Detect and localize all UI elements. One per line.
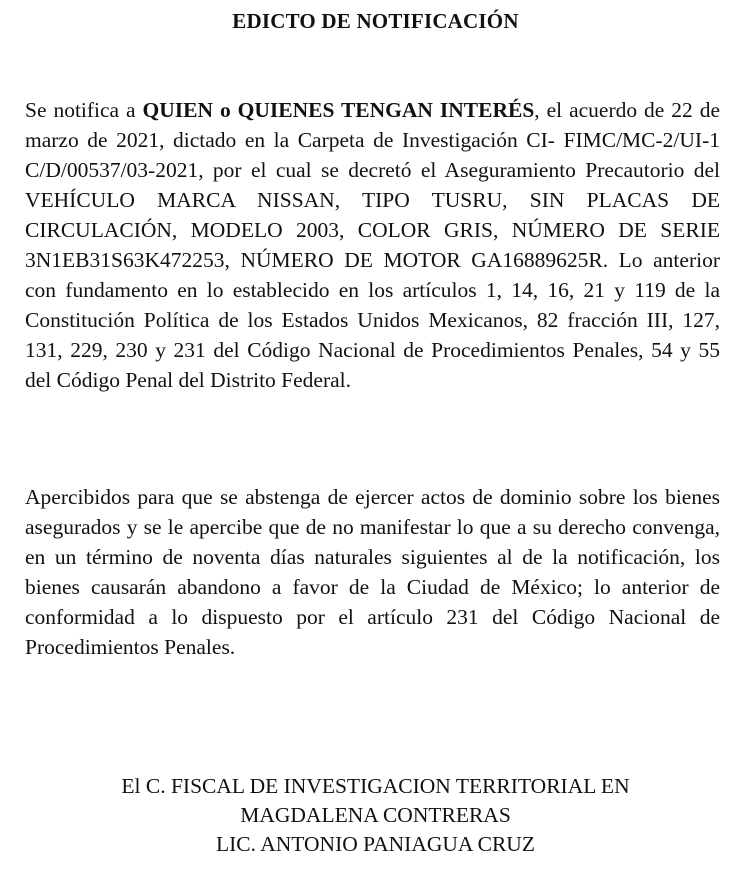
signature-line-office: MAGDALENA CONTRERAS [240,803,511,827]
addressee-emphasis: QUIEN o QUIENES TENGAN INTERÉS [142,98,535,122]
paragraph-body: , el acuerdo de 22 de marzo de 2021, dictado en la Carpeta de Investigación CI- FIMC/MC-2/UI-1 C/D/00537/03-2021, por el cual se decretó el Aseguramiento Precautorio del VEHÍCULO MARCA NISSAN, TIPO TUSRU, SIN PLACAS DE CIRCULACIÓN, MODELO 2003, COLOR GRIS, NÚMERO DE SERIE 3N1EB31S63K472253, NÚMERO DE MOTOR GA16889625R. Lo anterior con fundamento en lo establecido en los artículos 1, 14, 16, 21 y 119 de la Constitución Política de los Estados Unidos Mexicanos, 82 fracción III, 127, 131, 229, 230 y 231 del Código Nacional de Procedimientos Penales, 54 y 55 del Código Penal del Distrito Federal. [25,98,720,392]
paragraph-lead: Se notifica a [25,98,143,122]
notification-paragraph [25,95,720,395]
signature-line-name: LIC. ANTONIO PANIAGUA CRUZ [216,832,535,856]
signature-block [0,772,751,859]
warning-paragraph: Apercibidos para que se abstenga de ejercer actos de dominio sobre los bienes asegurados y se le apercibe que de no manifestar lo que a su derecho convenga, en un término de noventa días naturales siguientes al de la notificación, los bienes causarán abandono a favor de la Ciudad de México; lo anterior de conformidad a lo dispuesto por el artículo 231 del Código Nacional de Procedimientos Penales. [25,485,720,659]
document-title: EDICTO DE NOTIFICACIÓN [232,9,519,33]
signature-line-title: El C. FISCAL DE INVESTIGACION TERRITORIAL EN [121,774,630,798]
